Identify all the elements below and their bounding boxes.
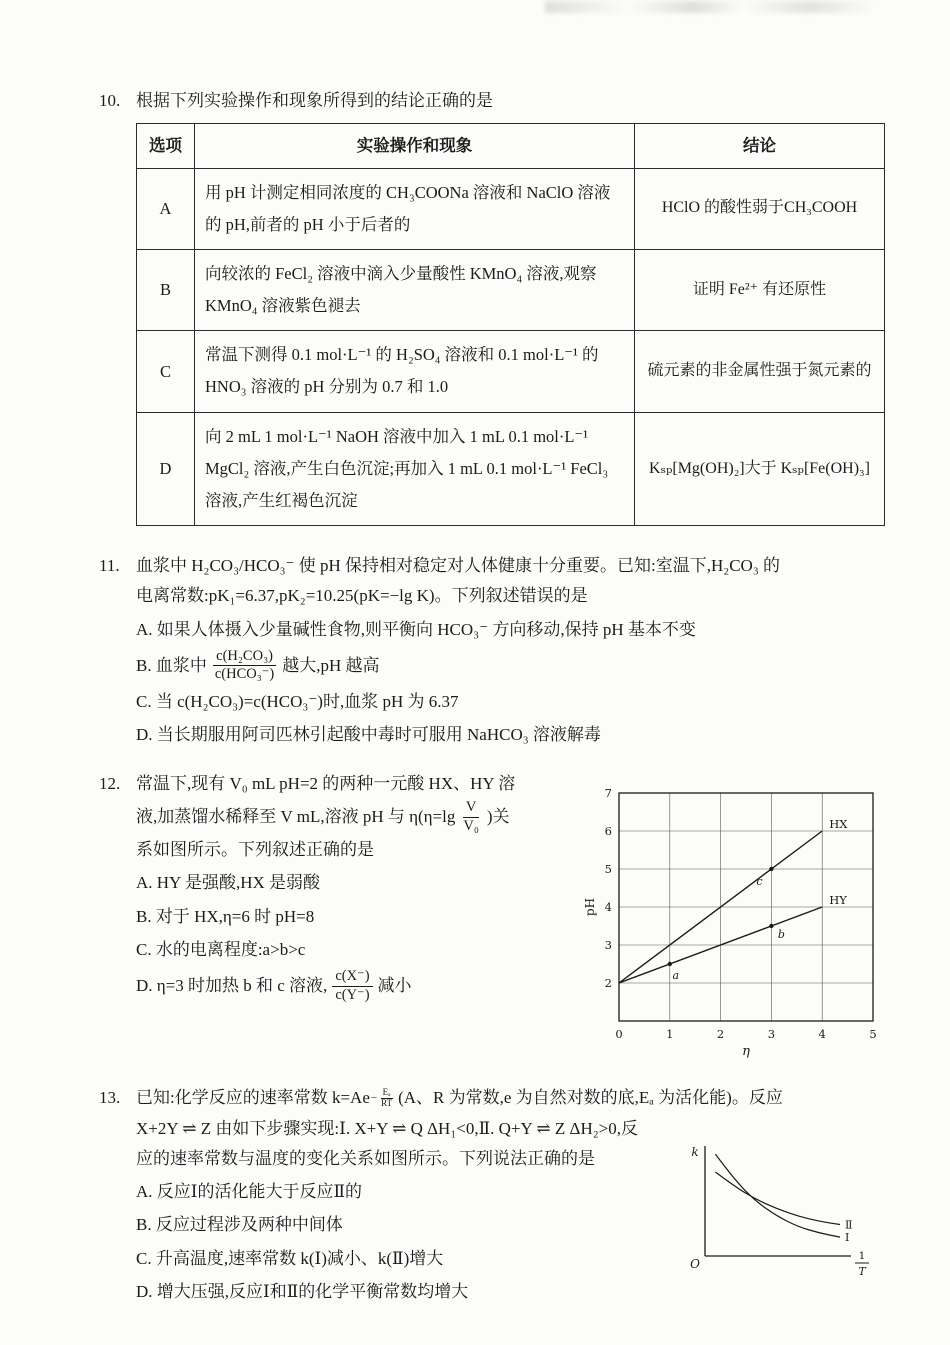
row-conclusion-cell: HClO 的酸性弱于CH₃COOH	[635, 168, 885, 249]
svg-text:4: 4	[818, 1027, 826, 1042]
q12-option-d-suffix: 减小	[377, 975, 412, 995]
q13-stem-after-formula: (A、R 为常数,e 为自然对数的底,Eₐ 为活化能)。反应	[398, 1088, 783, 1108]
exponent	[371, 1088, 396, 1109]
fraction	[212, 648, 277, 684]
question-13	[99, 1083, 885, 1310]
fraction-denominator: RT	[381, 1098, 393, 1109]
q11-option-b	[136, 648, 885, 684]
row-conclusion-cell: 证明 Fe²⁺ 有还原性	[635, 249, 885, 330]
svg-text:2: 2	[604, 976, 612, 991]
q12-option-c: C. 水的电离程度:a>b>c	[136, 939, 306, 959]
q12-option-a: A. HY 是强酸,HX 是弱酸	[136, 873, 321, 893]
table-row	[137, 331, 885, 412]
question-10-number: 10.	[99, 91, 121, 110]
svg-text:5: 5	[869, 1027, 877, 1042]
q13-option-a: A. 反应Ⅰ的活化能大于反应Ⅱ的	[136, 1182, 363, 1202]
question-12-stem-line3: 系如图所示。下列叙述正确的是	[136, 840, 374, 860]
fraction-numerator: Eₐ	[382, 1087, 391, 1098]
svg-text:k: k	[691, 1144, 699, 1159]
svg-text:pH: pH	[583, 898, 597, 917]
svg-text:HX: HX	[829, 817, 848, 832]
table-row	[137, 249, 885, 330]
svg-text:6: 6	[604, 824, 612, 839]
question-11	[99, 551, 885, 753]
q12-option-d	[136, 968, 583, 1004]
question-10-stem: 根据下列实验操作和现象所得到的结论正确的是	[136, 91, 493, 110]
q11-option-d: D. 当长期服用阿司匹林引起酸中毒时可服用 NaHCO₃ 溶液解毒	[136, 724, 601, 744]
svg-text:3: 3	[767, 1027, 776, 1042]
q12-option-b: B. 对于 HX,η=6 时 pH=8	[136, 906, 315, 926]
fraction-denominator: V₀	[463, 817, 479, 834]
svg-text:3: 3	[604, 938, 612, 953]
q13-rate-constant-chart	[675, 1136, 880, 1288]
exponent-minus: −	[370, 1091, 378, 1104]
fraction-numerator: V	[463, 799, 479, 817]
svg-text:a: a	[672, 969, 680, 983]
q11-option-b-suffix: 越大,pH 越高	[282, 655, 380, 675]
q13-stem-prefix: 已知:化学反应的速率常数 k=Ae	[136, 1088, 370, 1108]
svg-text:2: 2	[716, 1027, 725, 1042]
question-12-stem-line2	[136, 799, 583, 835]
fraction	[332, 968, 372, 1004]
svg-text:O: O	[690, 1256, 700, 1271]
svg-text:HY: HY	[829, 893, 847, 908]
fraction	[378, 1088, 395, 1109]
question-12	[99, 769, 885, 1069]
question-13-stem-line3: 应的速率常数与温度的变化关系如图所示。下列说法正确的是	[136, 1148, 595, 1168]
svg-text:7: 7	[604, 786, 612, 801]
svg-text:5: 5	[604, 862, 612, 877]
question-11-stem-line2: 电离常数:pK₁=6.37,pK₂=10.25(pK=−lg K)。下列叙述错误的是	[136, 586, 588, 606]
row-option-cell: A	[137, 168, 195, 249]
q13-option-c: C. 升高温度,速率常数 k(Ⅰ)减小、k(Ⅱ)增大	[136, 1248, 444, 1268]
table-row	[137, 412, 885, 526]
row-option-cell: C	[137, 331, 195, 412]
scan-artifact	[545, 1, 875, 13]
svg-text:η: η	[742, 1044, 750, 1060]
question-12-number: 12.	[99, 774, 121, 794]
q10-header-conclusion: 结论	[635, 124, 885, 168]
svg-text:1: 1	[666, 1027, 674, 1042]
row-option-cell: B	[137, 249, 195, 330]
q12-stem-line2-prefix: 液,加蒸馏水稀释至 V mL,溶液 pH 与 η(η=lg	[136, 807, 456, 827]
q10-table-header-row	[137, 124, 885, 168]
question-11-number: 11.	[99, 556, 120, 576]
q12-stem-line2-suffix: )关	[486, 807, 510, 827]
q12-dilution-ph-chart	[583, 769, 885, 1059]
row-option-cell: D	[137, 412, 195, 526]
svg-text:1: 1	[858, 1249, 866, 1262]
q11-option-b-prefix: B. 血浆中	[136, 655, 207, 675]
q12-option-d-prefix: D. η=3 时加热 b 和 c 溶液,	[136, 975, 328, 995]
svg-text:c: c	[756, 875, 763, 889]
q10-table	[136, 123, 885, 526]
svg-text:T: T	[858, 1264, 866, 1278]
question-11-stem-line1: 血浆中 H₂CO₃/HCO₃⁻ 使 pH 保持相对稳定对人体健康十分重要。已知:室温下,H₂CO₃ 的	[136, 556, 781, 576]
svg-text:4: 4	[604, 900, 612, 915]
svg-text:Ⅱ: Ⅱ	[845, 1218, 853, 1232]
row-conclusion-cell: 硫元素的非金属性强于氮元素的	[635, 331, 885, 412]
table-row	[137, 168, 885, 249]
row-operation-cell: 向 2 mL 1 mol·L⁻¹ NaOH 溶液中加入 1 mL 0.1 mol·L⁻¹ MgCl₂ 溶液,产生白色沉淀;再加入 1 mL 0.1 mol·L⁻¹ FeCl₃ 溶液,产生红褐色沉淀	[195, 412, 635, 526]
fraction-numerator: c(H₂CO₃)	[213, 648, 276, 666]
row-conclusion-cell: Kₛₚ[Mg(OH)₂]大于 Kₛₚ[Fe(OH)₃]	[635, 412, 885, 526]
svg-text:0: 0	[615, 1027, 623, 1042]
q11-option-c: C. 当 c(H₂CO₃)=c(HCO₃⁻)时,血浆 pH 为 6.37	[136, 691, 459, 711]
question-13-stem-line1	[136, 1083, 885, 1113]
question-10	[99, 86, 885, 539]
q13-option-b: B. 反应过程涉及两种中间体	[136, 1215, 343, 1235]
q10-header-operation: 实验操作和现象	[195, 124, 635, 168]
row-operation-cell: 向较浓的 FeCl₂ 溶液中滴入少量酸性 KMnO₄ 溶液,观察 KMnO₄ 溶液紫色褪去	[195, 249, 635, 330]
question-13-number: 13.	[99, 1088, 121, 1108]
fraction	[460, 799, 482, 835]
fraction-denominator: c(Y⁻)	[335, 986, 370, 1003]
q11-option-a: A. 如果人体摄入少量碱性食物,则平衡向 HCO₃⁻ 方向移动,保持 pH 基本不变	[136, 619, 696, 639]
fraction-numerator: c(X⁻)	[332, 968, 372, 986]
q13-option-d: D. 增大压强,反应Ⅰ和Ⅱ的化学平衡常数均增大	[136, 1281, 469, 1301]
fraction-denominator: c(HCO₃⁻)	[214, 666, 275, 683]
svg-text:Ⅰ: Ⅰ	[845, 1231, 850, 1245]
row-operation-cell: 用 pH 计测定相同浓度的 CH₃COONa 溶液和 NaClO 溶液的 pH,前者的 pH 小于后者的	[195, 168, 635, 249]
row-operation-cell: 常温下测得 0.1 mol·L⁻¹ 的 H₂SO₄ 溶液和 0.1 mol·L⁻¹ 的 HNO₃ 溶液的 pH 分别为 0.7 和 1.0	[195, 331, 635, 412]
question-12-stem-line1: 常温下,现有 V₀ mL pH=2 的两种一元酸 HX、HY 溶	[136, 774, 516, 794]
exam-page	[99, 86, 885, 1310]
q10-header-option: 选项	[137, 124, 195, 168]
question-13-stem-line2: X+2Y ⇌ Z 由如下步骤实现:Ⅰ. X+Y ⇌ Q ΔH₁<0,Ⅱ. Q+Y ⇌ Z ΔH₂>0,反	[136, 1118, 638, 1138]
svg-text:b: b	[777, 928, 785, 942]
